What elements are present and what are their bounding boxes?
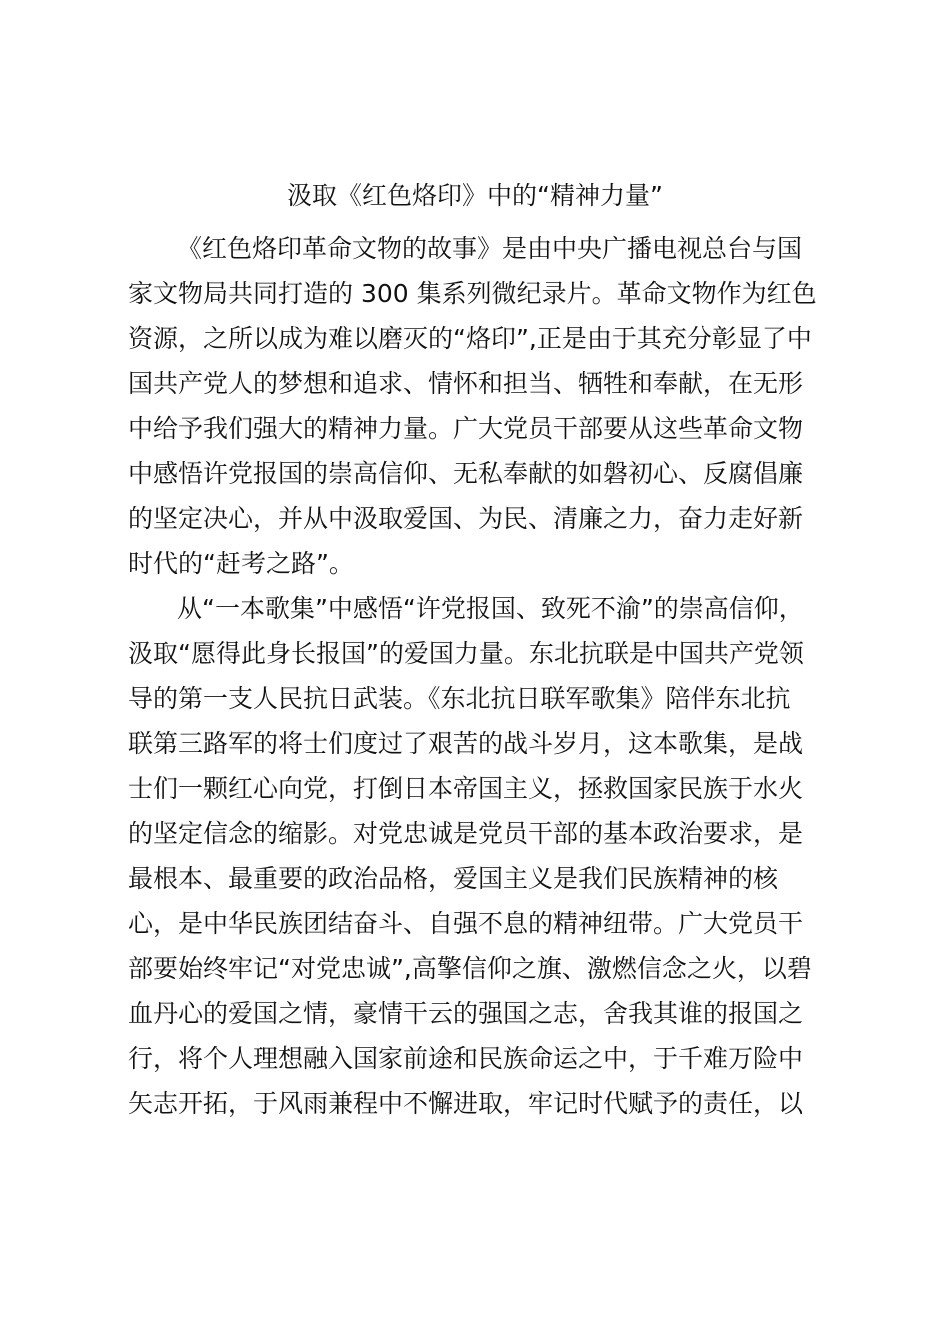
- paragraph-2-line-9: 部要始终牢记“对党忠诚”,高擎信仰之旗、激燃信念之火，以碧: [128, 954, 812, 983]
- paragraph-2-line-1: 从“一本歌集”中感悟“许党报国、致死不渝”的崇高信仰，: [177, 594, 804, 623]
- paragraph-1-line-3: 资源，之所以成为难以磨灭的“烙印”,正是由于其充分彰显了中: [128, 324, 812, 353]
- paragraph-2-line-7: 最根本、最重要的政治品格，爱国主义是我们民族精神的核: [128, 864, 779, 893]
- paragraph-1-line-4: 国共产党人的梦想和追求、情怀和担当、牺牲和奉献，在无形: [128, 369, 804, 398]
- paragraph-2-line-6: 的坚定信念的缩影。对党忠诚是党员干部的基本政治要求，是: [128, 819, 804, 848]
- paragraph-1-line-7: 的坚定决心，并从中汲取爱国、为民、清廉之力，奋力走好新: [128, 504, 804, 533]
- paragraph-2-line-5: 士们一颗红心向党，打倒日本帝国主义，拯救国家民族于水火: [128, 774, 804, 803]
- paragraph-1-line-2: 家文物局共同打造的 300 集系列微纪录片。革命文物作为红色: [128, 279, 817, 308]
- document-title: 汲取《红色烙印》中的“精神力量”: [287, 181, 663, 210]
- paragraph-2-line-2: 汲取“愿得此身长报国”的爱国力量。东北抗联是中国共产党领: [128, 639, 804, 668]
- paragraph-1-line-5: 中给予我们强大的精神力量。广大党员干部要从这些革命文物: [128, 414, 804, 443]
- paragraph-2-line-3: 导的第一支人民抗日武装。《东北抗日联军歌集》陪伴东北抗: [128, 684, 791, 713]
- paragraph-2-line-12: 矢志开拓，于风雨兼程中不懈进取，牢记时代赋予的责任，以: [128, 1089, 804, 1118]
- paragraph-1-line-1: 《红色烙印革命文物的故事》是由中央广播电视总台与国: [177, 234, 803, 263]
- paragraph-1-line-6: 中感悟许党报国的崇高信仰、无私奉献的如磐初心、反腐倡廉: [128, 459, 804, 488]
- paragraph-2-line-4: 联第三路军的将士们度过了艰苦的战斗岁月，这本歌集，是战: [128, 729, 804, 758]
- paragraph-2-line-8: 心，是中华民族团结奋斗、自强不息的精神纽带。广大党员干: [128, 909, 804, 938]
- paragraph-2-line-11: 行，将个人理想融入国家前途和民族命运之中，于千难万险中: [128, 1044, 804, 1073]
- paragraph-2-line-10: 血丹心的爱国之情，豪情干云的强国之志，舍我其谁的报国之: [128, 999, 804, 1028]
- paragraph-1-line-8: 时代的“赶考之路”。: [128, 549, 354, 578]
